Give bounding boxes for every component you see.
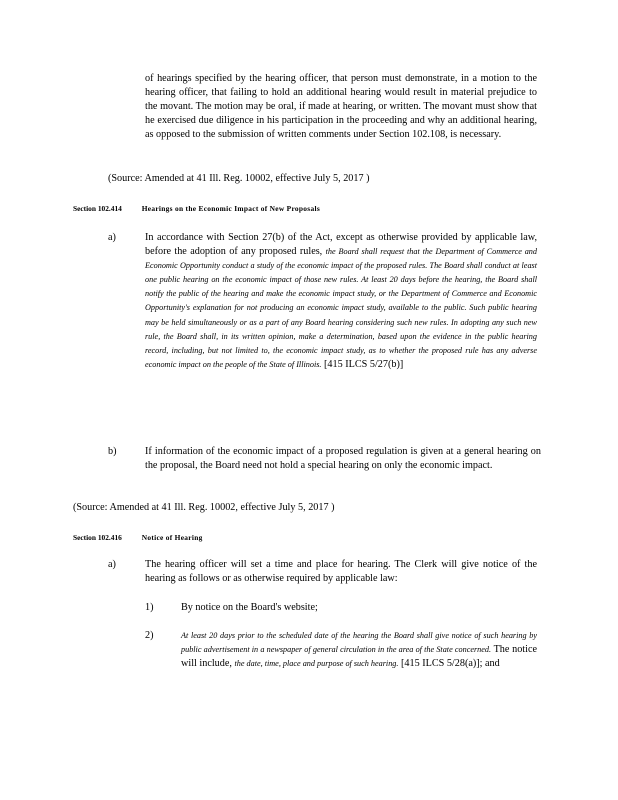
subsection-b-text: If information of the economic impact of a proposed regulation is given at a general hearing on the proposal, the Board need not hold a special hearing on only the economic impact. [145, 446, 541, 472]
subsection-a-text: The hearing officer will set a time and place for hearing. The Clerk will give notice of the hearing as follows or as otherwise required by applicable law: [145, 559, 537, 585]
subsection-label: a) [108, 559, 116, 570]
continuation-paragraph: of hearings specified by the hearing officer, that person must demonstrate, in a motion to the hearing officer, that failing to hold an additional hearing would result in material prejudice to the movant. The motion may be oral, if made at hearing, or written. The movant must show that he exercised due diligence in his participation in the proceeding and why an additional hearing, as opposed to the submission of written comments under Section 102.108, is necessary. [145, 73, 537, 141]
section-number: Section 102.414 [73, 204, 122, 213]
statutory-quote: the date, time, place and purpose of such hearing. [234, 659, 399, 669]
statute-citation: [415 ILCS 5/28(a)]; and [400, 658, 500, 670]
list-item-lead: The notice will include, [181, 644, 537, 670]
section-heading [73, 533, 203, 543]
subsection-a-lead: In accordance with Section 27(b) of the Act, except as otherwise provided by applicable law, before the adoption of any proposed rules, [145, 232, 537, 258]
subsection-label: a) [108, 232, 116, 243]
section-title: Hearings on the Economic Impact of New Proposals [141, 204, 321, 213]
list-item-number: 2) [145, 630, 154, 641]
subsection-a-text [145, 231, 537, 372]
subsection-label: b) [108, 446, 117, 457]
list-item-text: By notice on the Board's website; [181, 602, 318, 613]
list-item-number: 1) [145, 602, 154, 613]
section-heading [73, 204, 320, 214]
source-note: (Source: Amended at 41 Ill. Reg. 10002, effective July 5, 2017 ) [73, 502, 335, 513]
statutory-quote: the Board shall request that the Department of Commerce and Economic Opportunity conduct a study of the economic impact of the proposed rules. The Board shall conduct at least one public hearing on the economic impact of those new rules. At least 20 days before the hearing, the Board shall notify the public of the hearing and make the economic impact study, or the Department of Commerce and Economic Opportunity's explanation for not producing an economic impact study, available to the public. Such public hearing may be held simultaneously or as a part of any Board hearing considering such new rules. In adopting any such new rule, the Board shall, in its written opinion, make a determination, based upon the evidence in the public hearing record, including, but not limited to, the economic impact study, as to whether the proposed rule has any adverse economic impact on the people of the State of Illinois. [145, 247, 537, 369]
statute-citation: [415 ILCS 5/27(b)] [324, 358, 404, 370]
section-title: Notice of Hearing [141, 533, 203, 542]
section-number: Section 102.416 [73, 533, 122, 542]
statutory-quote: At least 20 days prior to the scheduled date of the hearing the Board shall give notice of such hearing by public advertisement in a newspaper of general circulation in the area of the State concerned. [181, 631, 537, 655]
list-item-text [181, 629, 537, 671]
source-note: (Source: Amended at 41 Ill. Reg. 10002, effective July 5, 2017 ) [108, 173, 370, 184]
